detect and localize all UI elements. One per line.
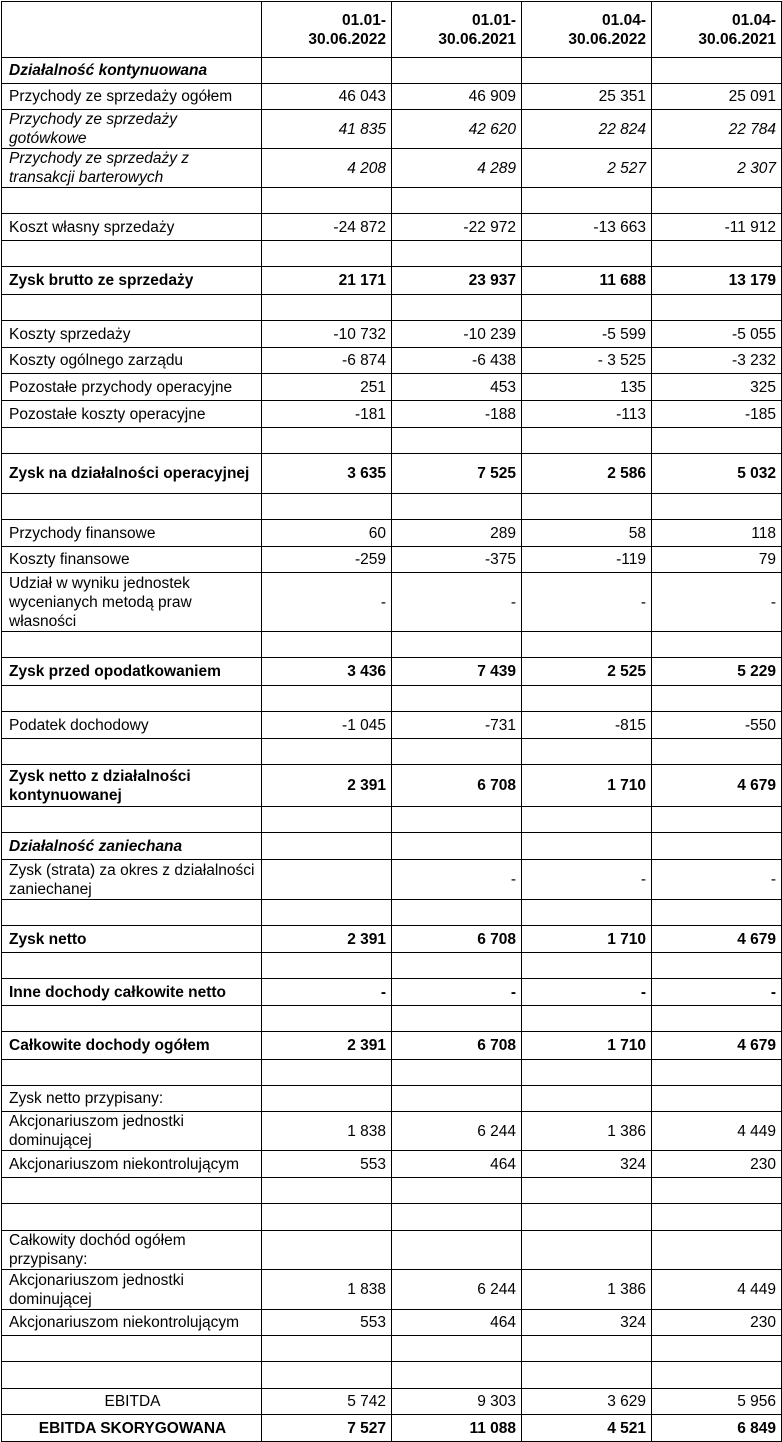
row-label — [2, 428, 262, 454]
row-value-period-4: 13 179 — [652, 267, 782, 295]
row-value-period-3 — [522, 1336, 652, 1362]
row-value-period-1: 21 171 — [262, 267, 392, 295]
row-value-period-3: 1 710 — [522, 765, 652, 807]
row-value-period-4: -3 232 — [652, 348, 782, 374]
row-value-period-2: 11 088 — [392, 1415, 522, 1442]
row-label: Całkowite dochody ogółem — [2, 1032, 262, 1060]
row-value-period-4 — [652, 494, 782, 520]
table-row — [2, 520, 782, 547]
row-value-period-2: -6 438 — [392, 348, 522, 374]
row-value-period-1: 41 835 — [262, 110, 392, 149]
row-value-period-4 — [652, 1006, 782, 1032]
row-value-period-4: -5 055 — [652, 321, 782, 348]
row-label — [2, 1336, 262, 1362]
header-label-cell — [2, 2, 262, 58]
table-row — [2, 573, 782, 632]
table-row — [2, 739, 782, 765]
row-value-period-3 — [522, 686, 652, 712]
row-value-period-2: -731 — [392, 712, 522, 739]
row-value-period-4 — [652, 58, 782, 84]
row-value-period-1 — [262, 1006, 392, 1032]
row-value-period-1 — [262, 833, 392, 860]
row-value-period-2 — [392, 188, 522, 214]
table-row — [2, 1006, 782, 1032]
row-value-period-2: 453 — [392, 374, 522, 401]
row-value-period-1: 2 391 — [262, 926, 392, 953]
row-value-period-4: 25 091 — [652, 84, 782, 110]
row-value-period-4 — [652, 241, 782, 267]
row-value-period-3 — [522, 428, 652, 454]
row-value-period-3 — [522, 739, 652, 765]
row-label: Zysk brutto ze sprzedaży — [2, 267, 262, 295]
header-period-4-end: 30.06.2021 — [698, 30, 776, 48]
row-value-period-3 — [522, 241, 652, 267]
row-value-period-1: 1 838 — [262, 1270, 392, 1310]
row-value-period-1: -10 732 — [262, 321, 392, 348]
row-value-period-3: 2 586 — [522, 454, 652, 494]
row-value-period-3 — [522, 953, 652, 979]
row-value-period-4 — [652, 295, 782, 321]
row-label — [2, 739, 262, 765]
row-value-period-1 — [262, 1204, 392, 1231]
table-row — [2, 110, 782, 149]
row-value-period-3 — [522, 1204, 652, 1231]
row-value-period-3: -815 — [522, 712, 652, 739]
row-value-period-3 — [522, 900, 652, 926]
row-value-period-2 — [392, 1362, 522, 1389]
row-label: Działalność kontynuowana — [2, 58, 262, 84]
table-row — [2, 401, 782, 428]
row-value-period-1 — [262, 494, 392, 520]
row-value-period-3 — [522, 1231, 652, 1270]
row-value-period-1 — [262, 632, 392, 658]
row-value-period-1 — [262, 241, 392, 267]
table-row — [2, 348, 782, 374]
row-value-period-1: - — [262, 979, 392, 1006]
row-value-period-4: 22 784 — [652, 110, 782, 149]
row-value-period-1: 2 391 — [262, 765, 392, 807]
row-value-period-2 — [392, 632, 522, 658]
header-period-2-end: 30.06.2021 — [438, 30, 516, 48]
row-value-period-1: 251 — [262, 374, 392, 401]
row-label: Inne dochody całkowite netto — [2, 979, 262, 1006]
row-value-period-1: 2 391 — [262, 1032, 392, 1060]
table-row — [2, 1336, 782, 1362]
row-value-period-3 — [522, 807, 652, 833]
row-value-period-1 — [262, 1362, 392, 1389]
row-value-period-3 — [522, 833, 652, 860]
row-value-period-3: 11 688 — [522, 267, 652, 295]
table-row — [2, 188, 782, 214]
row-value-period-3: 2 527 — [522, 149, 652, 188]
row-value-period-1: 1 838 — [262, 1112, 392, 1151]
row-value-period-1 — [262, 1060, 392, 1086]
table-row — [2, 1310, 782, 1336]
header-row — [2, 2, 782, 58]
row-value-period-4: - — [652, 979, 782, 1006]
table-row — [2, 1204, 782, 1231]
row-value-period-3 — [522, 1178, 652, 1204]
row-value-period-3: 25 351 — [522, 84, 652, 110]
row-value-period-2 — [392, 686, 522, 712]
row-value-period-1: -6 874 — [262, 348, 392, 374]
table-row — [2, 926, 782, 953]
row-value-period-3 — [522, 632, 652, 658]
row-value-period-3 — [522, 1362, 652, 1389]
row-value-period-3: 3 629 — [522, 1389, 652, 1415]
row-value-period-2 — [392, 807, 522, 833]
row-label: Podatek dochodowy — [2, 712, 262, 739]
row-value-period-4: 4 679 — [652, 1032, 782, 1060]
row-label: Akcjonariuszom niekontrolującym — [2, 1310, 262, 1336]
table-row — [2, 1060, 782, 1086]
header-period-1 — [262, 2, 392, 58]
row-value-period-1 — [262, 900, 392, 926]
financial-statement-table — [1, 1, 782, 1442]
row-value-period-1: 46 043 — [262, 84, 392, 110]
row-value-period-4 — [652, 428, 782, 454]
row-value-period-3: 1 386 — [522, 1112, 652, 1151]
row-value-period-4 — [652, 1204, 782, 1231]
row-value-period-4: 6 849 — [652, 1415, 782, 1442]
row-value-period-4: 4 679 — [652, 765, 782, 807]
row-label: EBITDA — [2, 1389, 262, 1415]
row-value-period-4: -185 — [652, 401, 782, 428]
row-label: Zysk na działalności operacyjnej — [2, 454, 262, 494]
row-label: Zysk netto z działalności kontynuowanej — [2, 765, 262, 807]
row-value-period-3: -113 — [522, 401, 652, 428]
row-label: Koszty sprzedaży — [2, 321, 262, 348]
table-row — [2, 658, 782, 686]
row-value-period-4: 325 — [652, 374, 782, 401]
row-value-period-3: 22 824 — [522, 110, 652, 149]
row-value-period-2: -10 239 — [392, 321, 522, 348]
row-value-period-4 — [652, 1086, 782, 1112]
row-value-period-2: 6 244 — [392, 1112, 522, 1151]
row-value-period-3: 4 521 — [522, 1415, 652, 1442]
row-label — [2, 295, 262, 321]
row-value-period-3: -13 663 — [522, 214, 652, 241]
row-value-period-3: 1 710 — [522, 1032, 652, 1060]
table-row — [2, 953, 782, 979]
row-value-period-1: -259 — [262, 547, 392, 573]
row-value-period-1 — [262, 1178, 392, 1204]
row-value-period-2 — [392, 241, 522, 267]
row-label: Przychody finansowe — [2, 520, 262, 547]
row-value-period-4: 118 — [652, 520, 782, 547]
row-value-period-1: 5 742 — [262, 1389, 392, 1415]
header-period-3 — [522, 2, 652, 58]
row-value-period-3: 2 525 — [522, 658, 652, 686]
row-value-period-3 — [522, 58, 652, 84]
table-row — [2, 374, 782, 401]
row-label — [2, 900, 262, 926]
row-label: Całkowity dochód ogółem przypisany: — [2, 1231, 262, 1270]
row-value-period-2: 7 525 — [392, 454, 522, 494]
row-label: Pozostałe koszty operacyjne — [2, 401, 262, 428]
row-value-period-4: 2 307 — [652, 149, 782, 188]
row-value-period-4: - — [652, 573, 782, 632]
row-value-period-1 — [262, 1086, 392, 1112]
row-value-period-2: 9 303 — [392, 1389, 522, 1415]
row-value-period-4 — [652, 739, 782, 765]
row-value-period-2: 4 289 — [392, 149, 522, 188]
table-row — [2, 454, 782, 494]
row-label: Zysk netto przypisany: — [2, 1086, 262, 1112]
table-row — [2, 1151, 782, 1178]
row-value-period-2: 464 — [392, 1151, 522, 1178]
row-label — [2, 494, 262, 520]
row-value-period-2: 7 439 — [392, 658, 522, 686]
row-label — [2, 1362, 262, 1389]
row-value-period-2: 6 708 — [392, 765, 522, 807]
row-value-period-4 — [652, 807, 782, 833]
table-row — [2, 1086, 782, 1112]
row-value-period-2: 6 708 — [392, 926, 522, 953]
row-value-period-2 — [392, 1204, 522, 1231]
row-value-period-4: 5 229 — [652, 658, 782, 686]
row-value-period-1 — [262, 58, 392, 84]
row-label: Przychody ze sprzedaży gotówkowe — [2, 110, 262, 149]
table-body — [2, 58, 782, 1442]
row-label — [2, 1178, 262, 1204]
row-value-period-2 — [392, 58, 522, 84]
row-value-period-4 — [652, 1060, 782, 1086]
row-value-period-2 — [392, 1086, 522, 1112]
row-label — [2, 188, 262, 214]
row-value-period-2 — [392, 1060, 522, 1086]
row-label — [2, 1060, 262, 1086]
row-value-period-4: 4 449 — [652, 1270, 782, 1310]
header-period-1-start: 01.01- — [342, 11, 386, 29]
row-value-period-4: 5 956 — [652, 1389, 782, 1415]
row-value-period-2 — [392, 900, 522, 926]
row-value-period-3 — [522, 1060, 652, 1086]
row-label: Zysk (strata) za okres z działalności zaniechanej — [2, 860, 262, 900]
row-label: Koszty finansowe — [2, 547, 262, 573]
row-value-period-3: -119 — [522, 547, 652, 573]
row-value-period-2: 23 937 — [392, 267, 522, 295]
row-value-period-2: -375 — [392, 547, 522, 573]
row-value-period-4 — [652, 188, 782, 214]
row-value-period-4 — [652, 1336, 782, 1362]
table-row — [2, 1178, 782, 1204]
row-value-period-1: -1 045 — [262, 712, 392, 739]
row-value-period-4 — [652, 833, 782, 860]
table-row — [2, 712, 782, 739]
row-value-period-3: 324 — [522, 1151, 652, 1178]
table-row — [2, 321, 782, 348]
row-value-period-1 — [262, 188, 392, 214]
row-value-period-3: 1 710 — [522, 926, 652, 953]
row-label: Przychody ze sprzedaży ogółem — [2, 84, 262, 110]
row-value-period-2: 42 620 — [392, 110, 522, 149]
row-value-period-3: - — [522, 860, 652, 900]
row-value-period-1 — [262, 807, 392, 833]
header-period-3-start: 01.04- — [602, 11, 646, 29]
row-value-period-1 — [262, 686, 392, 712]
table-row — [2, 1112, 782, 1151]
row-value-period-2: - — [392, 860, 522, 900]
row-value-period-3: -5 599 — [522, 321, 652, 348]
row-value-period-3 — [522, 1006, 652, 1032]
header-period-3-end: 30.06.2022 — [568, 30, 646, 48]
table-row — [2, 807, 782, 833]
row-value-period-4: 79 — [652, 547, 782, 573]
row-value-period-2 — [392, 1178, 522, 1204]
row-value-period-4: -550 — [652, 712, 782, 739]
row-value-period-1: 7 527 — [262, 1415, 392, 1442]
row-label: Koszty ogólnego zarządu — [2, 348, 262, 374]
table-row — [2, 1389, 782, 1415]
row-value-period-1: 553 — [262, 1151, 392, 1178]
row-value-period-2 — [392, 295, 522, 321]
row-value-period-3 — [522, 295, 652, 321]
header-period-4 — [652, 2, 782, 58]
row-value-period-3: - 3 525 — [522, 348, 652, 374]
row-label — [2, 807, 262, 833]
table-row — [2, 1231, 782, 1270]
table-row — [2, 1362, 782, 1389]
row-label: Działalność zaniechana — [2, 833, 262, 860]
row-value-period-2: 6 708 — [392, 1032, 522, 1060]
row-value-period-3 — [522, 1086, 652, 1112]
row-label: Koszt własny sprzedaży — [2, 214, 262, 241]
table-row — [2, 494, 782, 520]
row-value-period-1: 3 436 — [262, 658, 392, 686]
header-period-2 — [392, 2, 522, 58]
row-value-period-2: -188 — [392, 401, 522, 428]
row-label — [2, 632, 262, 658]
row-label: Udział w wyniku jednostek wycenianych metodą praw własności — [2, 573, 262, 632]
row-value-period-4: - — [652, 860, 782, 900]
row-value-period-4: 5 032 — [652, 454, 782, 494]
row-label: Akcjonariuszom jednostki dominującej — [2, 1270, 262, 1310]
row-value-period-4: 4 449 — [652, 1112, 782, 1151]
row-value-period-3: 324 — [522, 1310, 652, 1336]
table-row — [2, 84, 782, 110]
row-value-period-2: -22 972 — [392, 214, 522, 241]
row-label — [2, 953, 262, 979]
row-value-period-3: 1 386 — [522, 1270, 652, 1310]
row-value-period-4 — [652, 1362, 782, 1389]
row-label: Akcjonariuszom jednostki dominującej — [2, 1112, 262, 1151]
row-value-period-2 — [392, 739, 522, 765]
row-value-period-4 — [652, 1231, 782, 1270]
row-value-period-1 — [262, 1336, 392, 1362]
table-row — [2, 241, 782, 267]
row-value-period-4 — [652, 900, 782, 926]
table-row — [2, 1415, 782, 1442]
row-label: Pozostałe przychody operacyjne — [2, 374, 262, 401]
row-value-period-1 — [262, 428, 392, 454]
table-row — [2, 900, 782, 926]
table-row — [2, 295, 782, 321]
row-label — [2, 1006, 262, 1032]
row-label: Zysk przed opodatkowaniem — [2, 658, 262, 686]
row-value-period-1 — [262, 739, 392, 765]
table-row — [2, 58, 782, 84]
row-value-period-4 — [652, 632, 782, 658]
row-value-period-2: - — [392, 573, 522, 632]
row-value-period-2 — [392, 494, 522, 520]
table-row — [2, 979, 782, 1006]
row-value-period-4: -11 912 — [652, 214, 782, 241]
table-row — [2, 1270, 782, 1310]
row-value-period-1: -181 — [262, 401, 392, 428]
row-value-period-4: 4 679 — [652, 926, 782, 953]
row-value-period-2 — [392, 1231, 522, 1270]
row-value-period-1 — [262, 860, 392, 900]
row-value-period-2 — [392, 953, 522, 979]
row-label: Akcjonariuszom niekontrolującym — [2, 1151, 262, 1178]
table-row — [2, 149, 782, 188]
row-value-period-1: 60 — [262, 520, 392, 547]
row-value-period-1: 3 635 — [262, 454, 392, 494]
row-value-period-1 — [262, 295, 392, 321]
table-row — [2, 860, 782, 900]
row-value-period-4: 230 — [652, 1151, 782, 1178]
row-value-period-1: -24 872 — [262, 214, 392, 241]
row-value-period-1 — [262, 1231, 392, 1270]
row-label: Zysk netto — [2, 926, 262, 953]
row-label — [2, 1204, 262, 1231]
row-value-period-2 — [392, 833, 522, 860]
row-value-period-2 — [392, 428, 522, 454]
table-row — [2, 428, 782, 454]
row-label: EBITDA SKORYGOWANA — [2, 1415, 262, 1442]
row-value-period-2: 289 — [392, 520, 522, 547]
header-period-1-end: 30.06.2022 — [308, 30, 386, 48]
row-value-period-2: - — [392, 979, 522, 1006]
table-row — [2, 833, 782, 860]
row-value-period-3: - — [522, 979, 652, 1006]
header-period-2-start: 01.01- — [472, 11, 516, 29]
row-value-period-1: 553 — [262, 1310, 392, 1336]
row-value-period-3 — [522, 188, 652, 214]
row-label — [2, 686, 262, 712]
table-row — [2, 1032, 782, 1060]
row-value-period-2 — [392, 1336, 522, 1362]
table-row — [2, 267, 782, 295]
row-label: Przychody ze sprzedaży z transakcji barterowych — [2, 149, 262, 188]
row-value-period-3 — [522, 494, 652, 520]
row-label — [2, 241, 262, 267]
row-value-period-1 — [262, 953, 392, 979]
row-value-period-2 — [392, 1006, 522, 1032]
table-row — [2, 632, 782, 658]
row-value-period-2: 464 — [392, 1310, 522, 1336]
row-value-period-3: 58 — [522, 520, 652, 547]
row-value-period-2: 46 909 — [392, 84, 522, 110]
row-value-period-4 — [652, 686, 782, 712]
row-value-period-4: 230 — [652, 1310, 782, 1336]
row-value-period-1: - — [262, 573, 392, 632]
table-row — [2, 765, 782, 807]
header-period-4-start: 01.04- — [732, 11, 776, 29]
row-value-period-1: 4 208 — [262, 149, 392, 188]
row-value-period-3: - — [522, 573, 652, 632]
row-value-period-4 — [652, 1178, 782, 1204]
table-row — [2, 686, 782, 712]
table-row — [2, 214, 782, 241]
row-value-period-3: 135 — [522, 374, 652, 401]
row-value-period-2: 6 244 — [392, 1270, 522, 1310]
table-row — [2, 547, 782, 573]
row-value-period-4 — [652, 953, 782, 979]
